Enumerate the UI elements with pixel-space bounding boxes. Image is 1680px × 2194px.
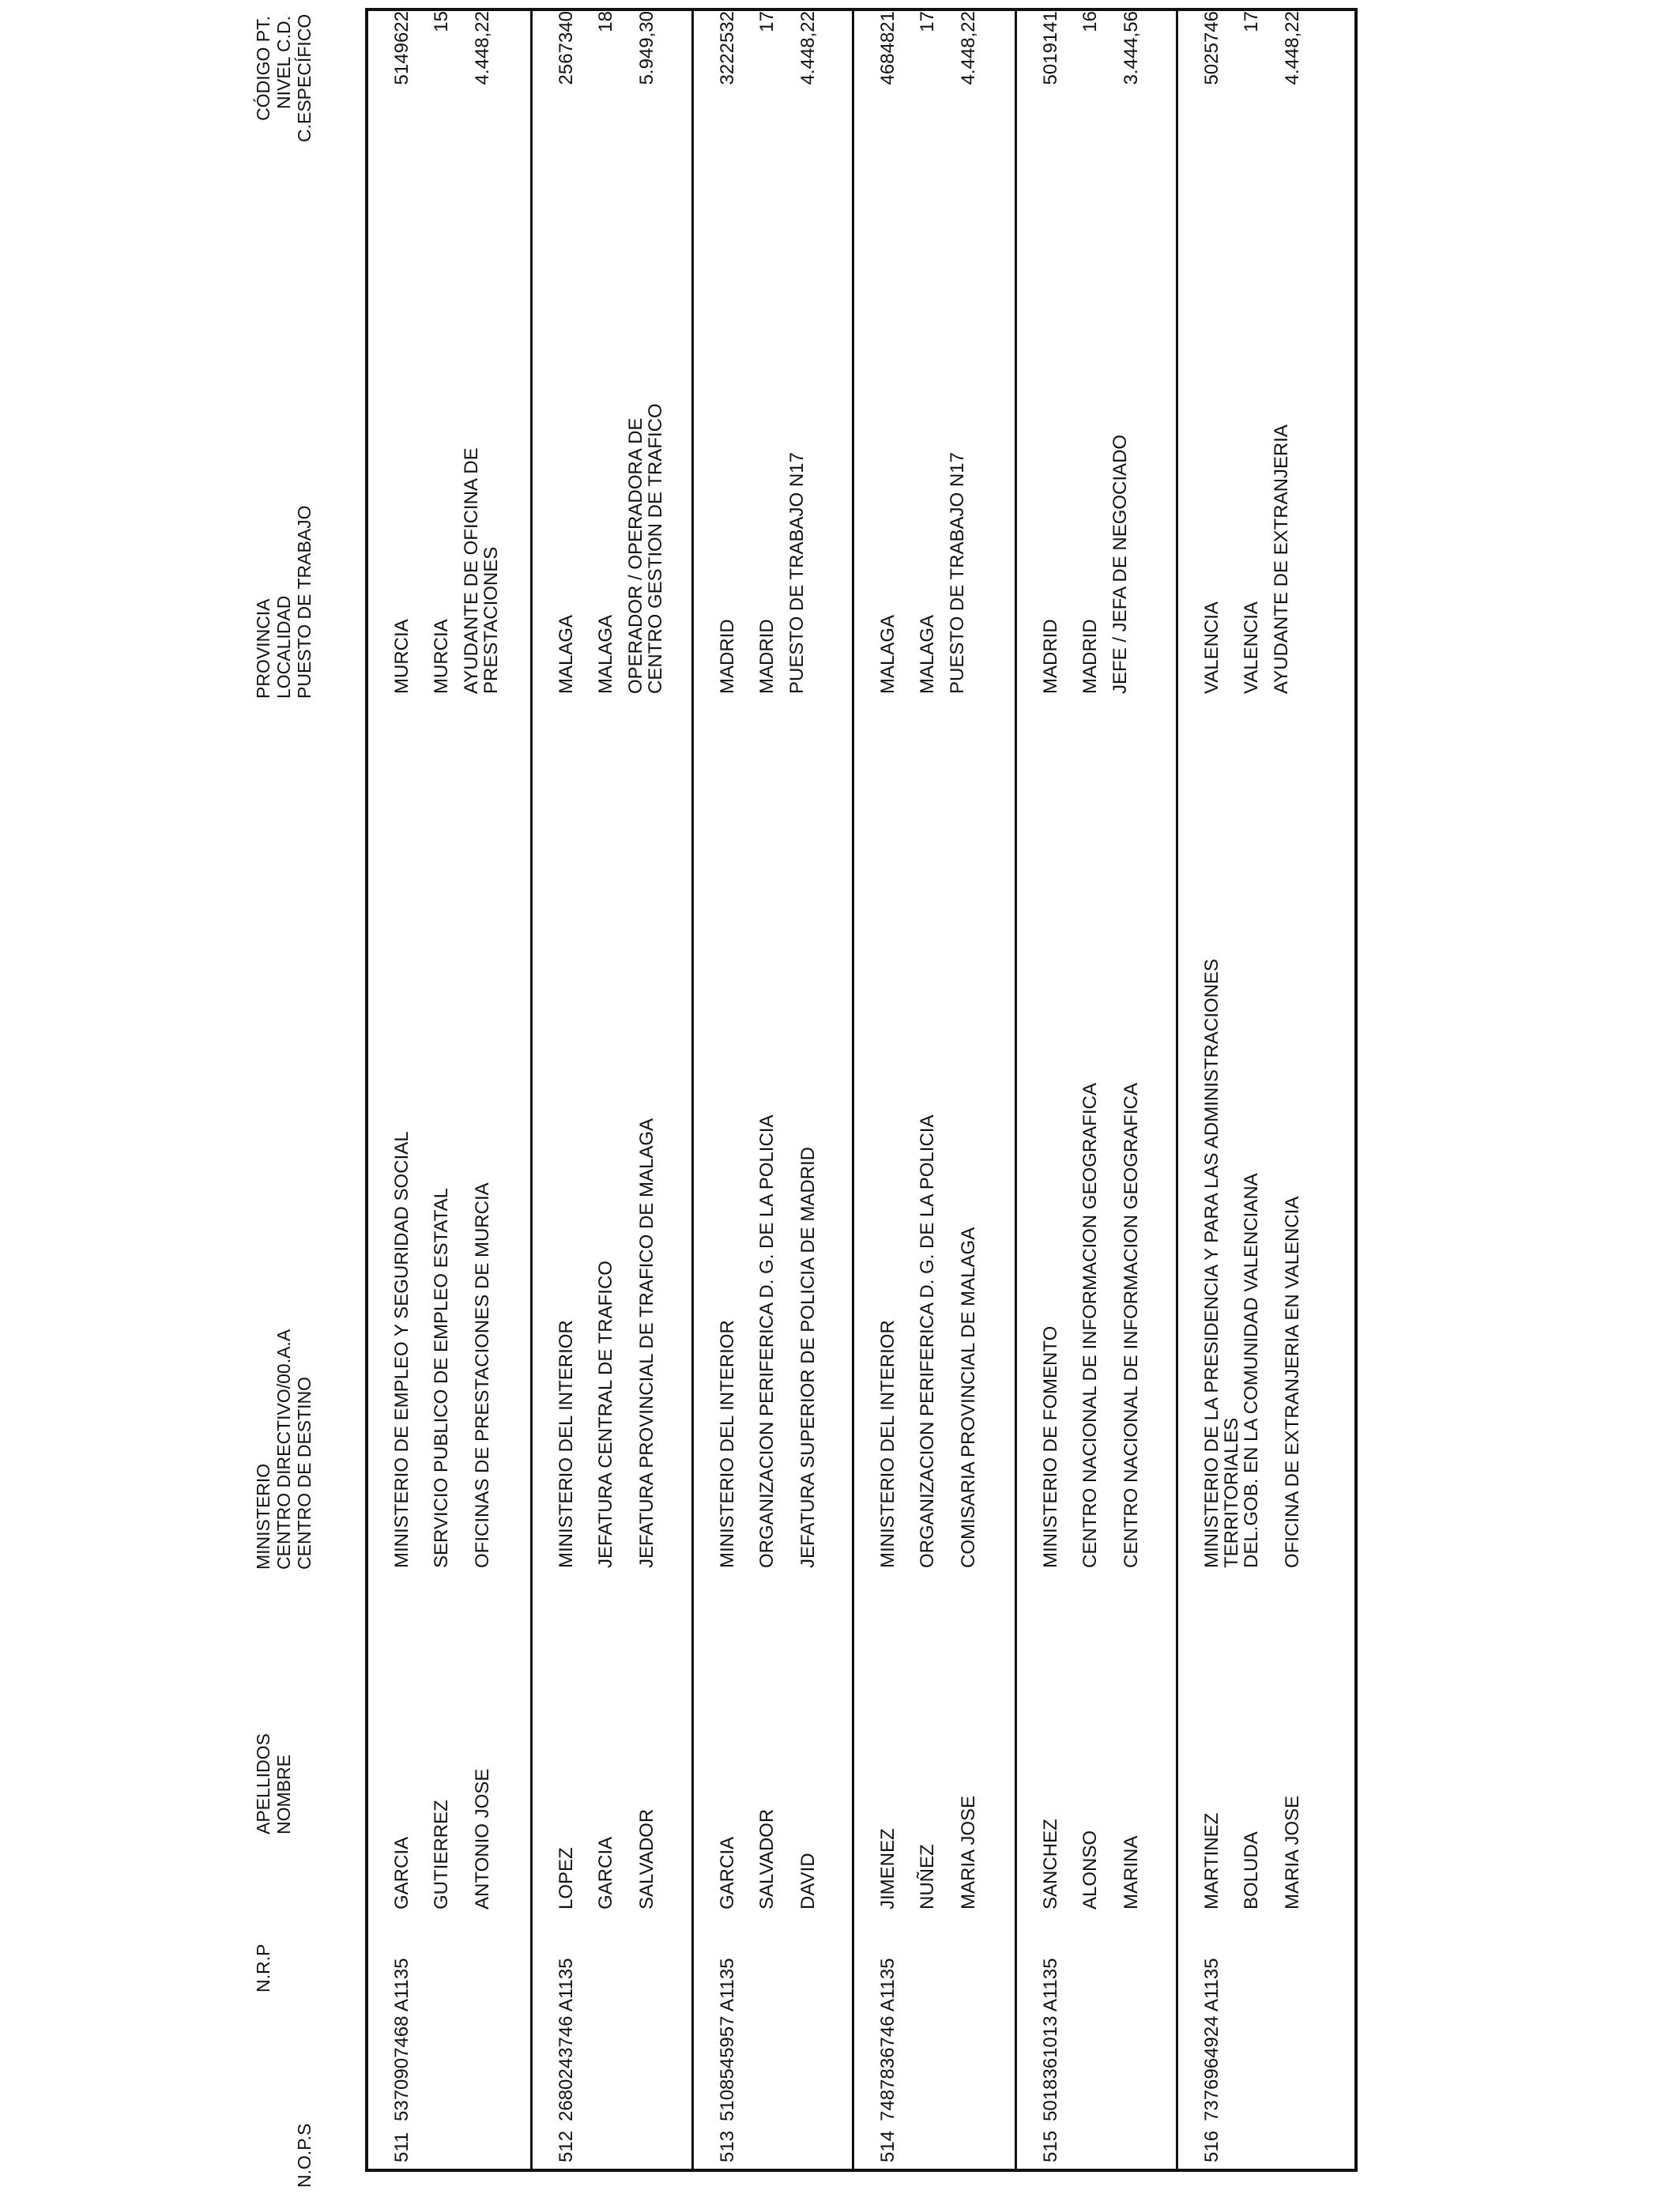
record-nivel: 15 xyxy=(431,11,452,32)
record-nombre: MARINA xyxy=(1121,1835,1142,1909)
record-puesto: OPERADOR / OPERADORA DE xyxy=(625,417,646,694)
record-row xyxy=(368,11,530,2169)
header-centro-directivo-label: CENTRO DIRECTIVO/00.A.A xyxy=(273,1329,294,1570)
record-apellido2: ALONSO xyxy=(1079,1830,1101,1909)
record-centro-destino: JEFATURA SUPERIOR DE POLICIA DE MADRID xyxy=(797,1147,819,1568)
record-apellido1: LOPEZ xyxy=(556,1847,577,1909)
record-nombre: MARIA JOSE xyxy=(958,1795,979,1909)
record-centro-destino: JEFATURA PROVINCIAL DE TRAFICO DE MALAGA xyxy=(636,1118,657,1568)
record-nombre: ANTONIO JOSE xyxy=(472,1768,493,1909)
record-nivel: 17 xyxy=(1241,11,1262,32)
record-row xyxy=(1176,11,1361,2169)
record-localidad: MALAGA xyxy=(917,614,938,694)
header-ministerio-label: MINISTERIO xyxy=(253,1463,273,1570)
header-nrp-label: N.R.P xyxy=(253,1943,273,1992)
record-nops: 514 xyxy=(877,2130,898,2162)
record-apellido1: MARTINEZ xyxy=(1201,1812,1222,1909)
record-apellido1: JIMENEZ xyxy=(877,1828,898,1909)
record-centro-directivo: CENTRO NACIONAL DE INFORMACION GEOGRAFICA xyxy=(1079,1083,1101,1568)
record-especifico: 4.448,22 xyxy=(958,11,979,85)
record-localidad: VALENCIA xyxy=(1241,601,1262,694)
record-nivel: 16 xyxy=(1079,11,1101,32)
record-localidad: MADRID xyxy=(756,619,778,694)
record-codigo: 5149622 xyxy=(391,11,412,85)
record-nops: 511 xyxy=(391,2132,412,2162)
record-ministerio-cont: TERRITORIALES xyxy=(1221,1417,1242,1568)
record-puesto: AYUDANTE DE OFICINA DE xyxy=(461,447,482,694)
record-ministerio: MINISTERIO DE FOMENTO xyxy=(1040,1325,1061,1568)
record-apellido1: GARCIA xyxy=(717,1836,738,1909)
header-nrp xyxy=(253,1944,273,1992)
record-centro-directivo: SERVICIO PUBLICO DE EMPLEO ESTATAL xyxy=(431,1187,452,1568)
record-codigo: 2567340 xyxy=(556,11,577,85)
records-table xyxy=(365,8,1358,2172)
record-provincia: MURCIA xyxy=(391,619,412,694)
record-provincia: MALAGA xyxy=(877,614,898,694)
record-especifico: 3.444,56 xyxy=(1121,11,1142,85)
record-apellido1: SANCHEZ xyxy=(1040,1819,1061,1909)
record-localidad: MALAGA xyxy=(595,614,616,694)
record-nombre: MARIA JOSE xyxy=(1282,1795,1303,1909)
record-ministerio: MINISTERIO DE EMPLEO Y SEGURIDAD SOCIAL xyxy=(391,1131,412,1568)
header-puesto-label: PUESTO DE TRABAJO xyxy=(294,505,315,699)
record-nrp: 7376964924 A1135 xyxy=(1201,1958,1222,2121)
record-nrp: 7487836746 A1135 xyxy=(877,1958,898,2121)
record-nrp: 2680243746 A1135 xyxy=(556,1958,577,2121)
record-centro-destino: OFICINA DE EXTRANJERIA EN VALENCIA xyxy=(1282,1196,1303,1568)
record-puesto-cont: PRESTACIONES xyxy=(480,546,502,694)
header-apellidos xyxy=(253,1733,294,1834)
record-codigo: 3222532 xyxy=(717,11,738,85)
header-nops-label: N.O.P.S xyxy=(294,2123,315,2188)
record-centro-directivo: ORGANIZACION PERIFERICA D. G. DE LA POLICIA xyxy=(756,1114,778,1568)
header-nivel-label: NIVEL C.D. xyxy=(273,16,294,110)
record-centro-directivo: JEFATURA CENTRAL DE TRAFICO xyxy=(595,1261,616,1568)
header-codigo xyxy=(253,13,315,142)
record-row xyxy=(530,11,691,2169)
record-row xyxy=(1015,11,1176,2169)
record-nivel: 18 xyxy=(595,11,616,32)
header-nombre-label: NOMBRE xyxy=(273,1755,294,1834)
record-row xyxy=(691,11,852,2169)
record-nops: 513 xyxy=(717,2130,738,2162)
record-puesto-cont: CENTRO GESTION DE TRAFICO xyxy=(645,403,666,694)
record-centro-destino: COMISARIA PROVINCIAL DE MALAGA xyxy=(958,1227,979,1568)
header-provincia-label: PROVINCIA xyxy=(253,598,273,699)
record-puesto: PUESTO DE TRABAJO N17 xyxy=(947,452,968,694)
header-nops xyxy=(253,2124,315,2188)
record-nops: 512 xyxy=(556,2130,577,2162)
record-centro-directivo: ORGANIZACION PERIFERICA D. G. DE LA POLICIA xyxy=(917,1114,938,1568)
record-apellido2: GARCIA xyxy=(595,1836,616,1909)
record-provincia: MALAGA xyxy=(556,614,577,694)
record-codigo: 5019141 xyxy=(1040,11,1061,85)
record-nops: 516 xyxy=(1201,2130,1222,2162)
record-localidad: MADRID xyxy=(1079,619,1101,694)
record-especifico: 4.448,22 xyxy=(1282,11,1303,85)
record-ministerio: MINISTERIO DE LA PRESIDENCIA Y PARA LAS ADMINISTRACIONES xyxy=(1201,959,1222,1568)
header-apellidos-label: APELLIDOS xyxy=(253,1733,273,1834)
record-centro-destino: CENTRO NACIONAL DE INFORMACION GEOGRAFICA xyxy=(1121,1083,1142,1568)
record-nrp: 5018361013 A1135 xyxy=(1040,1958,1061,2121)
header-provincia xyxy=(253,505,315,699)
record-especifico: 4.448,22 xyxy=(472,11,493,85)
header-codigo-label: CÓDIGO PT. xyxy=(253,16,273,121)
record-nrp: 5108545957 A1135 xyxy=(717,1958,738,2121)
header-centro-destino-label: CENTRO DE DESTINO xyxy=(294,1376,315,1570)
record-ministerio: MINISTERIO DEL INTERIOR xyxy=(717,1320,738,1568)
record-nops: 515 xyxy=(1040,2130,1061,2162)
record-row xyxy=(852,11,1015,2169)
record-puesto: AYUDANTE DE EXTRANJERIA xyxy=(1271,424,1292,694)
header-ministerio xyxy=(253,1329,315,1570)
record-nivel: 17 xyxy=(756,11,778,32)
record-provincia: MADRID xyxy=(717,619,738,694)
record-apellido2: NUÑEZ xyxy=(917,1844,938,1909)
record-localidad: MURCIA xyxy=(431,619,452,694)
record-codigo: 5025746 xyxy=(1201,11,1222,85)
record-ministerio: MINISTERIO DEL INTERIOR xyxy=(877,1320,898,1568)
record-especifico: 4.448,22 xyxy=(797,11,819,85)
record-ministerio: MINISTERIO DEL INTERIOR xyxy=(556,1320,577,1568)
header-especifico-label: C.ESPECÍFICO xyxy=(294,13,315,142)
record-apellido2: SALVADOR xyxy=(756,1808,778,1909)
record-apellido1: GARCIA xyxy=(391,1836,412,1909)
record-nrp: 5370907468 A1135 xyxy=(391,1958,412,2121)
record-especifico: 5.949,30 xyxy=(636,11,657,85)
record-centro-destino: OFICINAS DE PRESTACIONES DE MURCIA xyxy=(472,1182,493,1568)
record-codigo: 4684821 xyxy=(877,11,898,85)
record-nivel: 17 xyxy=(917,11,938,32)
record-nombre: SALVADOR xyxy=(636,1808,657,1909)
header-localidad-label: LOCALIDAD xyxy=(273,595,294,699)
record-apellido2: BOLUDA xyxy=(1241,1831,1262,1909)
record-provincia: VALENCIA xyxy=(1201,601,1222,694)
record-provincia: MADRID xyxy=(1040,619,1061,694)
record-nombre: DAVID xyxy=(797,1853,819,1909)
record-apellido2: GUTIERREZ xyxy=(431,1800,452,1909)
record-puesto: JEFE / JEFA DE NEGOCIADO xyxy=(1109,434,1131,694)
record-centro-directivo: DEL.GOB. EN LA COMUNIDAD VALENCIANA xyxy=(1241,1173,1262,1568)
record-puesto: PUESTO DE TRABAJO N17 xyxy=(786,452,808,694)
